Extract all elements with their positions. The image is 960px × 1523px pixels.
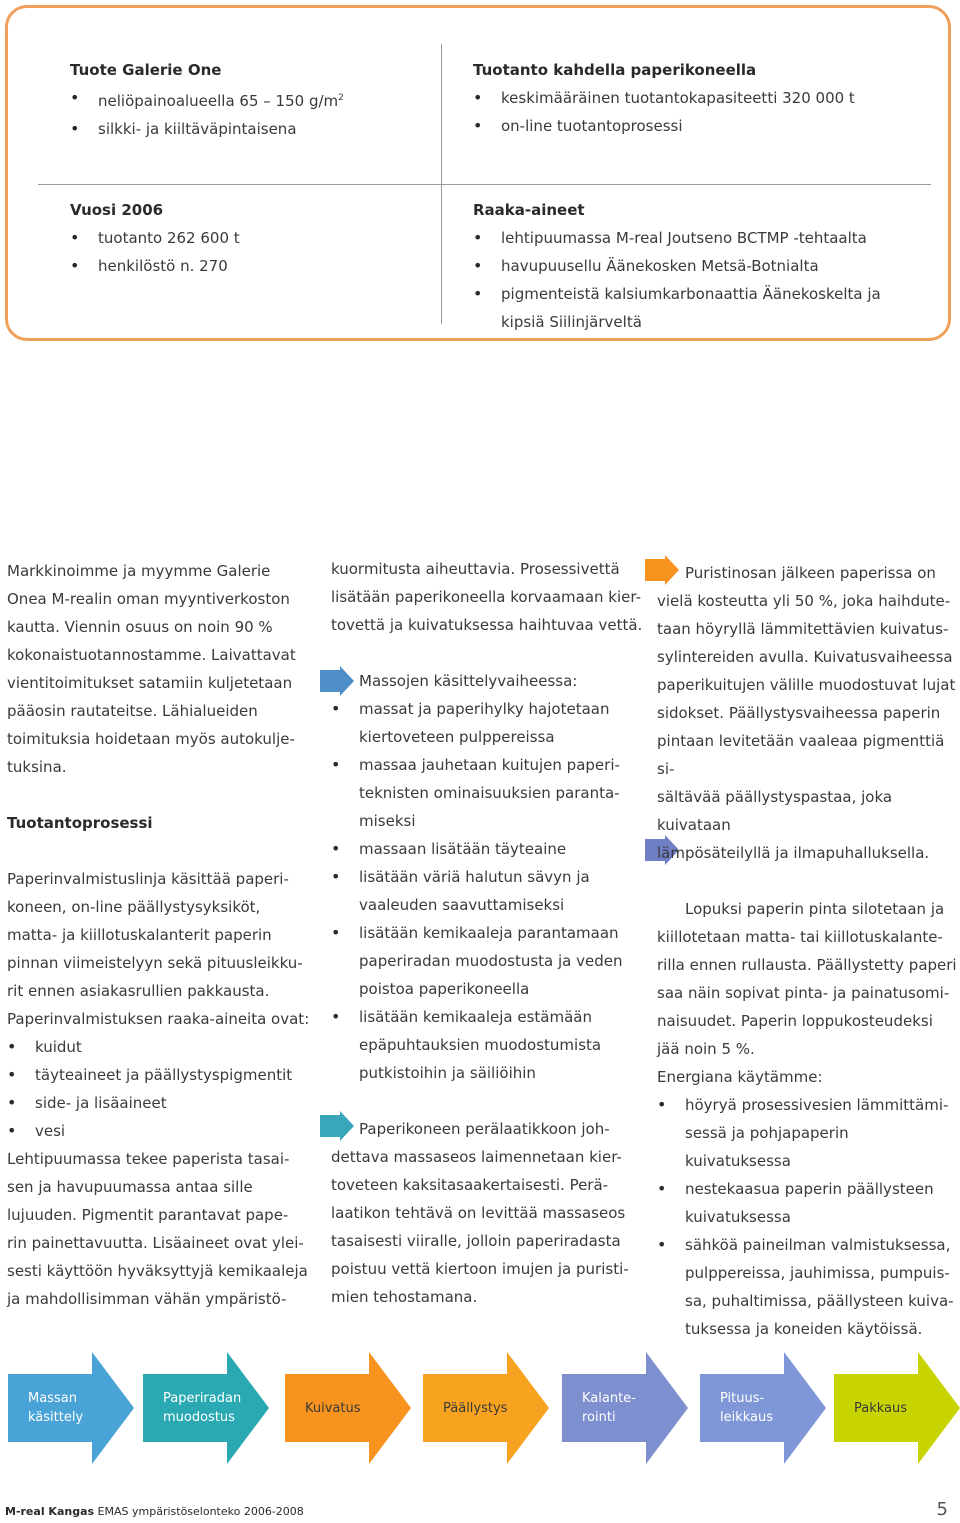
text-line: lisätään paperikoneella korvaamaan kier- <box>331 588 641 606</box>
text-line: rilla ennen rullausta. Päällystetty paperi <box>657 956 957 974</box>
text-line: ja mahdollisimman vähän ympäristö- <box>7 1290 287 1308</box>
text-line: kuormitusta aiheuttavia. Prosessivettä <box>331 560 620 578</box>
text-line: kautta. Viennin osuus on noin 90 % <box>7 618 273 636</box>
text-line: paperikuitujen välille muodostuvat lujat <box>657 676 956 694</box>
footer-title: EMAS ympäristöselonteko 2006-2008 <box>97 1505 304 1518</box>
text-line: dettava massaseos laimennetaan kier- <box>331 1148 622 1166</box>
info-raw-materials <box>473 196 893 336</box>
info-production-heading: Tuotanto kahdella paperikoneella <box>473 61 757 79</box>
text-line: Paperinvalmistuksen raaka-aineita ovat: <box>7 1010 310 1028</box>
info-product-heading: Tuote Galerie One <box>70 61 222 79</box>
text-line: pääosin rautateitse. Lähialueiden <box>7 702 258 720</box>
list-item: • massaa jauhetaan kuitujen paperi- <box>331 751 651 779</box>
process-step-label-line: leikkaus <box>720 1410 774 1425</box>
list-item-continued: kiertoveteen pulppereissa <box>359 728 555 746</box>
process-step <box>8 1352 138 1464</box>
process-step-label <box>305 1352 385 1464</box>
text-line: lujuuden. Pigmentit parantavat pape- <box>7 1206 289 1224</box>
list-item: • höyryä prosessivesien lämmittämi- <box>657 1091 957 1119</box>
process-step-label-line: rointi <box>582 1410 616 1425</box>
info-raw-materials-item: • havupuusellu Äänekosken Metsä-Botnialta <box>473 252 893 280</box>
column-3 <box>657 559 957 1343</box>
text-line: Paperinvalmistuslinja käsittää paperi- <box>7 870 289 888</box>
text-line: rit ennen asiakasrullien pakkausta. <box>7 982 270 1000</box>
text-line: Lopuksi paperin pinta silotetaan ja <box>685 900 945 918</box>
text-line: vielä kosteutta yli 50 %, joka haihdute- <box>657 592 951 610</box>
process-step-label-line: Pakkaus <box>854 1400 908 1416</box>
list-item: • vesi <box>7 1117 317 1145</box>
text-line: tovettä ja kuivatuksessa haihtuvaa vettä. <box>331 616 643 634</box>
info-box <box>5 5 951 341</box>
list-item: • lisätään kemikaaleja estämään <box>331 1003 651 1031</box>
text-line: rin painettavuutta. Lisäaineet ovat ylei- <box>7 1234 304 1252</box>
text-line: Markkinoimme ja myymme Galerie <box>7 562 271 580</box>
text-line: toveteen kaksitasaakertaisesti. Perä- <box>331 1176 609 1194</box>
process-step-label-line: Paperiradan <box>163 1391 242 1406</box>
text-line: kokonaistuotannostamme. Laivattavat <box>7 646 296 664</box>
list-item: • sähköä paineilman valmistuksessa, <box>657 1231 957 1259</box>
text-line: Puristinosan jälkeen paperissa on <box>685 564 936 582</box>
text-line: pintaan levitetään vaaleaa pigmenttiä si- <box>657 732 945 778</box>
info-year-item: • tuotanto 262 600 t <box>70 224 430 252</box>
list-item-continued: poistoa paperikoneella <box>359 980 530 998</box>
text-line: naisuudet. Paperin loppukosteudeksi <box>657 1012 933 1030</box>
page-number: 5 <box>936 1499 948 1520</box>
info-production <box>473 56 933 140</box>
info-year-heading: Vuosi 2006 <box>70 201 164 219</box>
list-item: • täyteaineet ja päällystyspigmentit <box>7 1061 317 1089</box>
info-product-item: • neliöpainoalueella 65 – 150 $g/m^2$ <box>70 84 430 115</box>
list-item: • nestekaasua paperin päällysteen <box>657 1175 957 1203</box>
text-line: sesti käyttöön hyväksyttyjä kemikaaleja <box>7 1262 308 1280</box>
process-step-label-line: Kalante- <box>582 1391 636 1406</box>
process-step-label <box>720 1352 800 1464</box>
list-item: • side- ja lisäaineet <box>7 1089 317 1117</box>
info-product-item: • silkki- ja kiiltäväpintaisena <box>70 115 430 143</box>
text-line: Lehtipuumassa tekee paperista tasai- <box>7 1150 290 1168</box>
footer-brand: M-real Kangas <box>5 1505 95 1518</box>
text-line: saa näin sopivat pinta- ja painatusomi- <box>657 984 950 1002</box>
list-item-continued: putkistoihin ja säiliöihin <box>359 1064 536 1082</box>
list-item: • lisätään kemikaaleja parantamaan <box>331 919 651 947</box>
text-line: tuksina. <box>7 758 67 776</box>
text-line: Paperikoneen perälaatikkoon joh- <box>359 1120 610 1138</box>
list-item: • lisätään väriä halutun sävyn ja <box>331 863 651 891</box>
list-item-continued: epäpuhtauksien muodostumista <box>359 1036 602 1054</box>
text-line: matta- ja kiillotuskalanterit paperin <box>7 926 272 944</box>
subheading: Massojen käsittelyvaiheessa: <box>359 672 578 690</box>
text-line: lämpösäteilyllä ja ilmapuhalluksella. <box>657 844 930 862</box>
text-line: sidokset. Päällystysvaiheessa paperin <box>657 704 941 722</box>
list-item-continued: vaaleuden saavuttamiseksi <box>359 896 565 914</box>
process-step-label-line: muodostus <box>163 1410 235 1425</box>
info-box-horizontal-divider <box>38 184 931 185</box>
process-step <box>285 1352 415 1464</box>
process-step-label-line: Päällystys <box>443 1400 508 1416</box>
text-line: Energiana käytämme: <box>657 1068 823 1086</box>
text-line: toimituksia hoidetaan myös autokulje- <box>7 730 295 748</box>
process-step <box>700 1352 830 1464</box>
text-line: sylintereiden avulla. Kuivatusvaiheessa <box>657 648 953 666</box>
info-raw-materials-item: • lehtipuumassa M-real Joutseno BCTMP -tehtaalta <box>473 224 893 252</box>
footer <box>5 1505 304 1518</box>
list-item-continued: teknisten ominaisuuksien paranta- <box>359 784 620 802</box>
list-item: • massaan lisätään täyteaine <box>331 835 651 863</box>
info-year-item: • henkilöstö n. 270 <box>70 252 430 280</box>
list-item: • massat ja paperihylky hajotetaan <box>331 695 651 723</box>
text-line: tasaisesti viiralle, jolloin paperiradasta <box>331 1232 621 1250</box>
text-line: Onea M-realin oman myyntiverkoston <box>7 590 290 608</box>
text-line: vientitoimitukset satamiin kuljetetaan <box>7 674 293 692</box>
list-item-continued: tuksessa ja koneiden käytöissä. <box>685 1320 923 1338</box>
process-step <box>423 1352 553 1464</box>
text-line: koneen, on-line päällystysyksiköt, <box>7 898 261 916</box>
column-2 <box>331 555 651 1311</box>
list-item-continued: pulppereissa, jauhimissa, pumpuis- <box>685 1264 950 1282</box>
text-line: jää noin 5 %. <box>657 1040 755 1058</box>
process-step-label <box>582 1352 662 1464</box>
section-heading: Tuotantoprosessi <box>7 814 153 832</box>
info-production-item: • on-line tuotantoprosessi <box>473 112 933 140</box>
info-production-item: • keskimääräinen tuotantokapasiteetti 320 000 t <box>473 84 933 112</box>
text-line: taan höyryllä lämmitettävien kuivatus- <box>657 620 949 638</box>
process-step-label-line: Kuivatus <box>305 1400 361 1416</box>
text-line: mien tehostamana. <box>331 1288 478 1306</box>
process-step-label <box>854 1352 934 1464</box>
process-step-label <box>443 1352 523 1464</box>
process-step-label <box>163 1352 243 1464</box>
list-item-continued: sa, puhaltimissa, päällysteen kuiva- <box>685 1292 954 1310</box>
list-item: • kuidut <box>7 1033 317 1061</box>
text-line: sältävää päällystyspastaa, joka kuivataan <box>657 788 893 834</box>
process-step-label <box>28 1352 108 1464</box>
text-line: kiillotetaan matta- tai kiillotuskalante- <box>657 928 943 946</box>
process-step <box>562 1352 692 1464</box>
list-item-continued: sessä ja pohjapaperin kuivatuksessa <box>685 1124 849 1170</box>
column-1 <box>7 557 317 1313</box>
process-step <box>834 1352 960 1464</box>
list-item-continued: paperiradan muodostusta ja veden <box>359 952 623 970</box>
process-step-label-line: Pituus- <box>720 1391 765 1406</box>
info-raw-materials-heading: Raaka-aineet <box>473 201 585 219</box>
process-step-label-line: Massan <box>28 1391 77 1406</box>
info-product <box>70 56 430 143</box>
process-step <box>143 1352 273 1464</box>
info-year <box>70 196 430 280</box>
list-item-continued: kuivatuksessa <box>685 1208 791 1226</box>
text-line: poistuu vettä kiertoon imujen ja puristi- <box>331 1260 629 1278</box>
text-line: sen ja havupuumassa antaa sille <box>7 1178 253 1196</box>
text-line: laatikon tehtävä on levittää massaseos <box>331 1204 626 1222</box>
list-item-continued: miseksi <box>359 812 416 830</box>
info-raw-materials-item: • pigmenteistä kalsiumkarbonaattia Äänekoskelta ja kipsiä Siilinjärveltä <box>473 280 893 336</box>
text-line: pinnan viimeistelyyn sekä pituusleikku- <box>7 954 303 972</box>
process-step-label-line: käsittely <box>28 1410 84 1425</box>
